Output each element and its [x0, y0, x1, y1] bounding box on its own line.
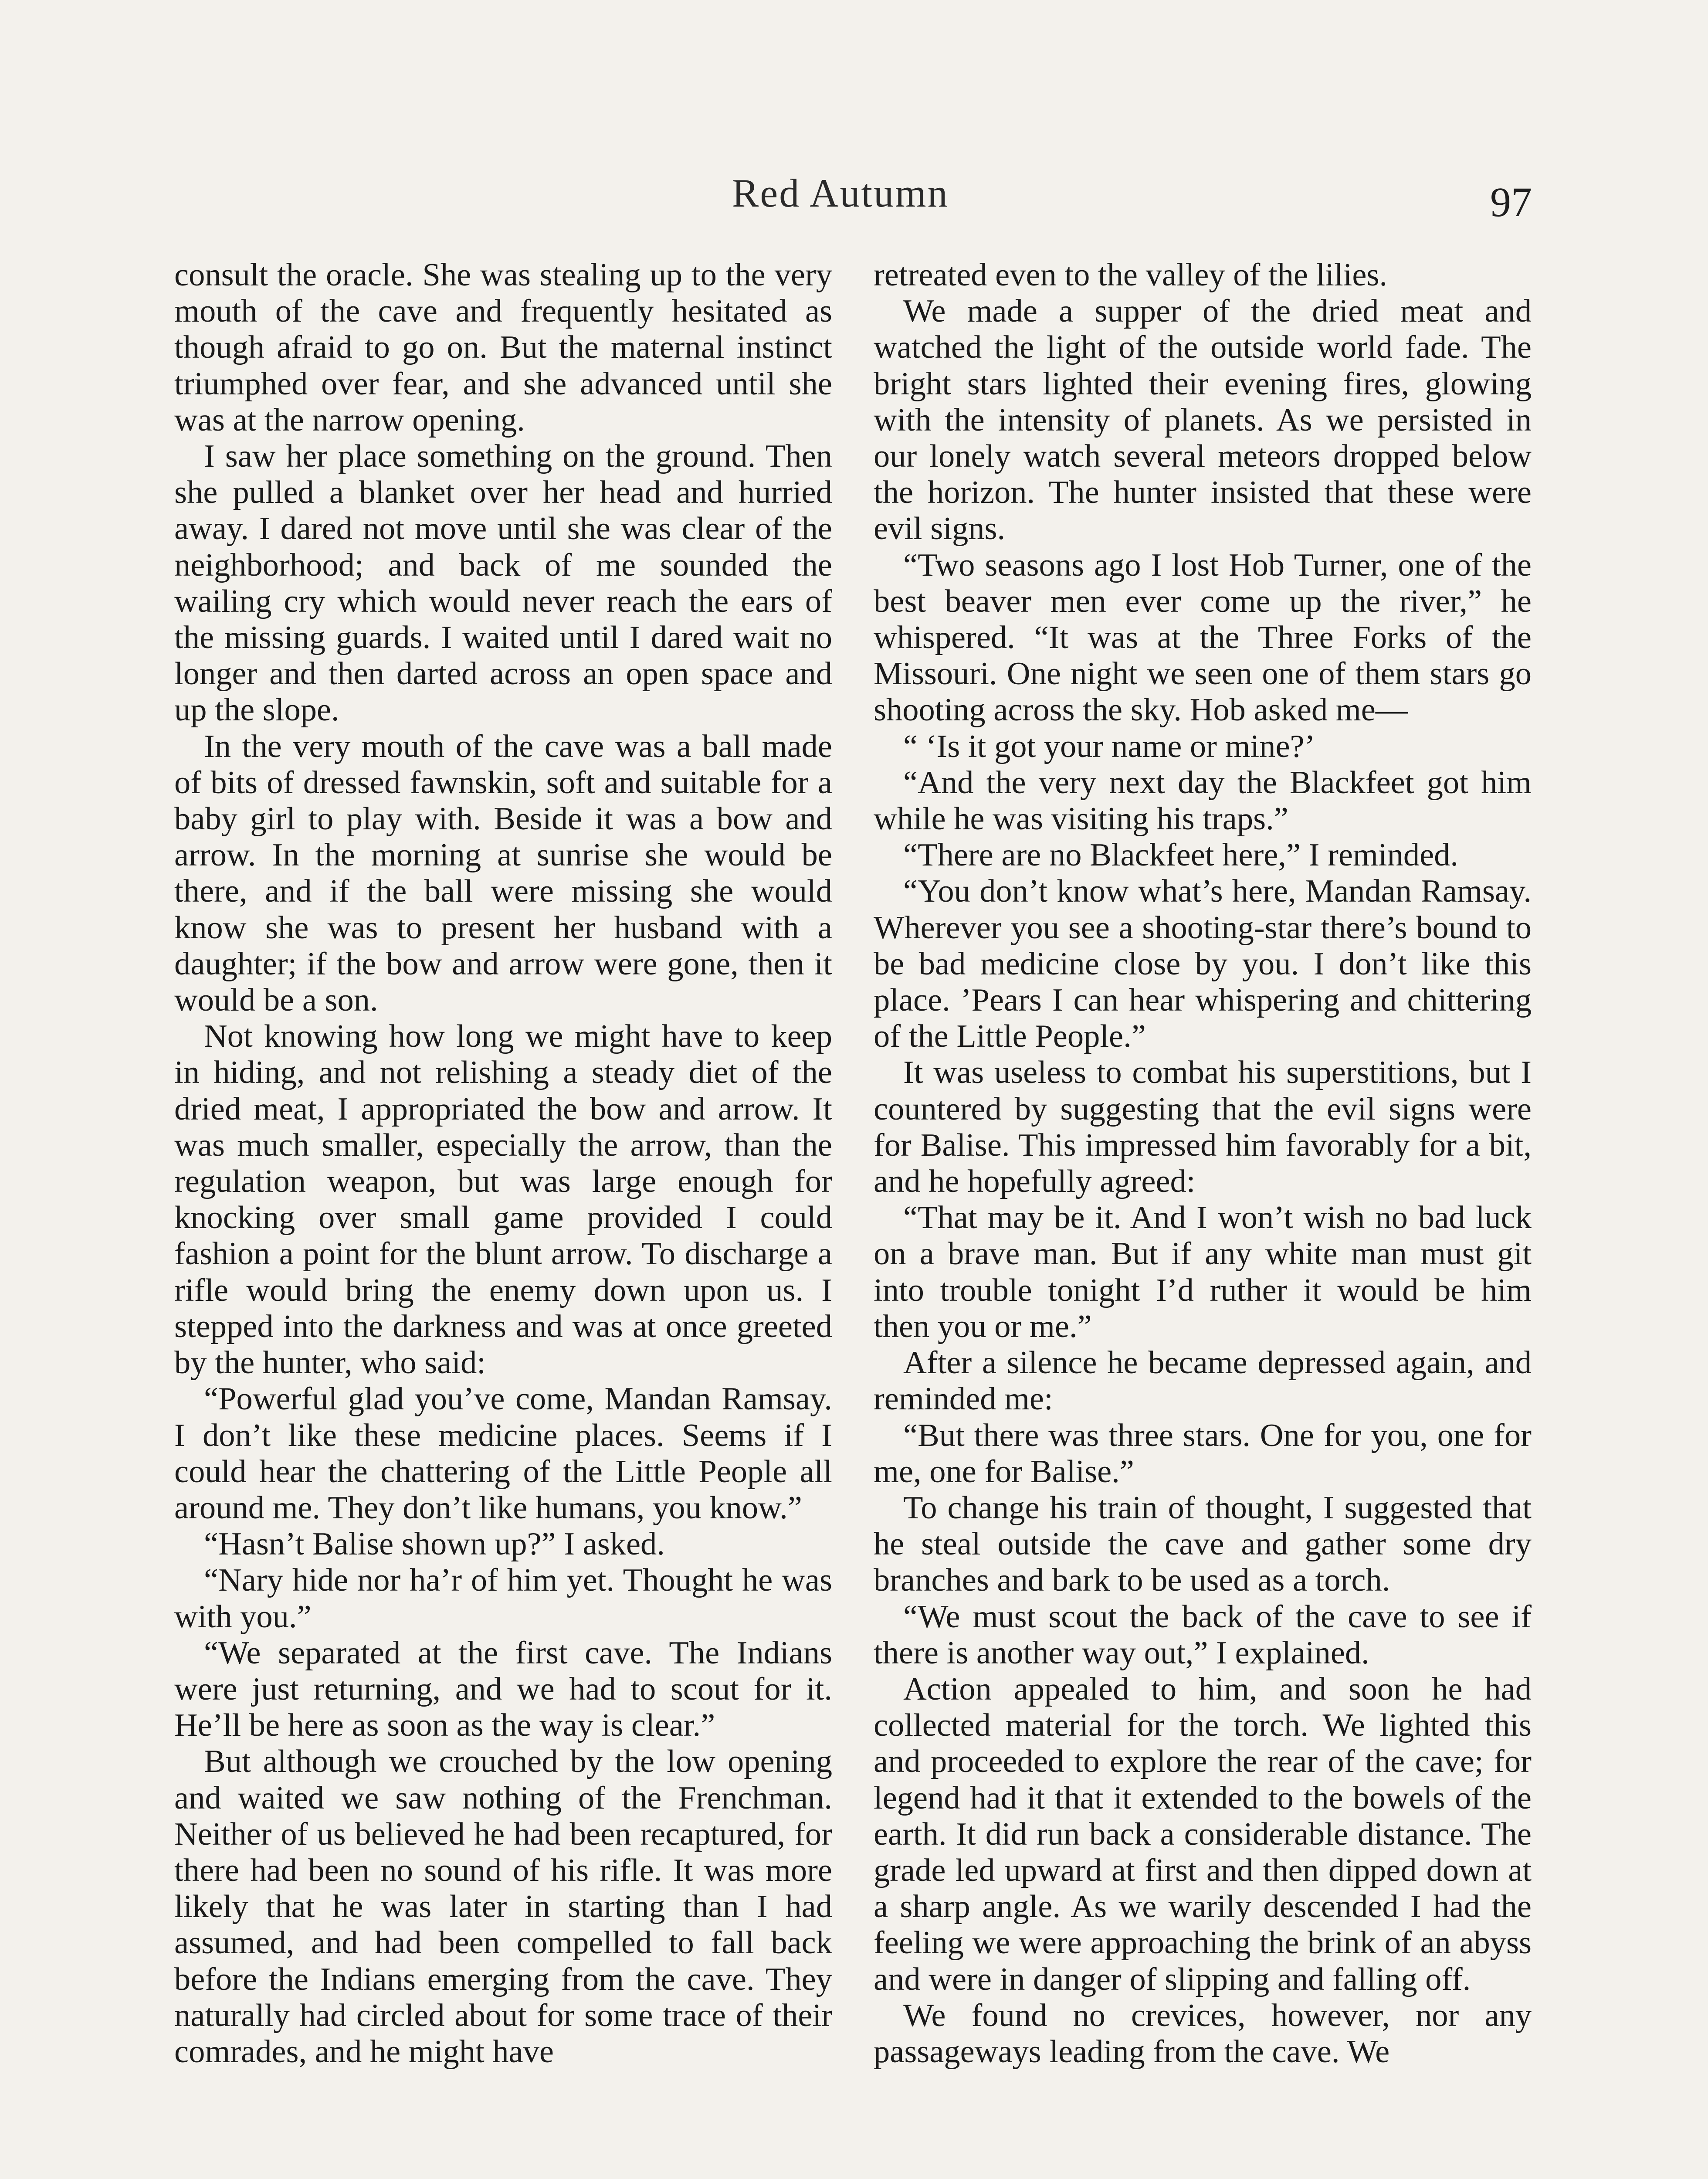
- paragraph: I saw her place something on the ground. Then she pulled a blanket over her head and hurried away. I dared not move until she was clear of the neighborhood; and back of me sounded the wailing cry which would never reach the ears of the missing guards. I waited until I dared wait no longer and then darted across an open space and up the slope.: [174, 438, 832, 728]
- paragraph: “Hasn’t Balise shown up?” I asked.: [204, 1526, 665, 1562]
- paragraph: “ ‘Is it got your name or mine?’: [903, 728, 1315, 764]
- paragraph: “That may be it. And I won’t wish no bad luck on a brave man. But if any white man must git into trouble tonight I’d ruther it would be him then you or me.”: [874, 1200, 1532, 1344]
- paragraph: “We must scout the back of the cave to see if there is another way out,” I explained.: [874, 1599, 1532, 1671]
- paragraph: Action appealed to him, and soon he had collected material for the torch. We lighted this and proceeded to explore the rear of the cave; for legend had it that it extended to the bowels of the earth. It did run back a considerable distance. The grade led upward at first and then dipped down at a sharp angle. As we warily descended I had the feeling we were approaching the brink of an abyss and were in danger of slipping and falling off.: [874, 1671, 1532, 1997]
- paragraph: “But there was three stars. One for you, one for me, one for Balise.”: [874, 1417, 1532, 1490]
- paragraph: “And the very next day the Blackfeet got him while he was visiting his traps.”: [874, 764, 1532, 837]
- paragraph: We found no crevices, however, nor any passageways leading from the cave. We: [874, 1997, 1532, 2070]
- paragraph: retreated even to the valley of the lilies.: [874, 257, 1388, 293]
- page-header: [0, 166, 1708, 225]
- paragraph: “Powerful glad you’ve come, Mandan Ramsay. I don’t like these medicine places. Seems if I could hear the chattering of the Little People all around me. They don’t like humans, you know.”: [174, 1381, 832, 1526]
- paragraph: “Nary hide nor ha’r of him yet. Thought he was with you.”: [174, 1562, 832, 1635]
- paragraph: After a silence he became depressed again, and reminded me:: [874, 1345, 1532, 1417]
- paragraph: “There are no Blackfeet here,” I reminded.: [903, 837, 1459, 873]
- paragraph: consult the oracle. She was stealing up to the very mouth of the cave and frequently hesitated as though afraid to go on. But the maternal instinct triumphed over fear, and she advanced until she was at the narrow opening.: [174, 257, 832, 438]
- paragraph: “We separated at the first cave. The Indians were just returning, and we had to scout for it. He’ll be here as soon as the way is clear.”: [174, 1635, 832, 1744]
- page-number: 97: [1490, 179, 1532, 225]
- paragraph: “You don’t know what’s here, Mandan Ramsay. Wherever you see a shooting-star there’s bound to be bad medicine close by you. I don’t like this place. ’Pears I can hear whispering and chittering of the Little People.”: [874, 873, 1532, 1055]
- paragraph: We made a supper of the dried meat and watched the light of the outside world fade. The bright stars lighted their evening fires, glowing with the intensity of planets. As we persisted in our lonely watch several meteors dropped below the horizon. The hunter insisted that these were evil signs.: [874, 293, 1532, 547]
- paragraph: Not knowing how long we might have to keep in hiding, and not relishing a steady diet of the dried meat, I appropriated the bow and arrow. It was much smaller, especially the arrow, than the regulation weapon, but was large enough for knocking over small game provided I could fashion a point for the blunt arrow. To discharge a rifle would bring the enemy down upon us. I stepped into the darkness and was at once greeted by the hunter, who said:: [174, 1018, 832, 1381]
- paragraph: To change his train of thought, I suggested that he steal outside the cave and gather some dry branches and bark to be used as a torch.: [874, 1490, 1532, 1599]
- text-column-left: [174, 257, 832, 2070]
- paragraph: It was useless to combat his superstitions, but I countered by suggesting that the evil signs were for Balise. This impressed him favorably for a bit, and he hopefully agreed:: [874, 1055, 1532, 1200]
- paragraph: In the very mouth of the cave was a ball made of bits of dressed fawnskin, soft and suitable for a baby girl to play with. Beside it was a bow and arrow. In the morning at sunrise she would be there, and if the ball were missing she would know she was to present her husband with a daughter; if the bow and arrow were gone, then it would be a son.: [174, 728, 832, 1018]
- paragraph: “Two seasons ago I lost Hob Turner, one of the best beaver men ever come up the river,” he whispered. “It was at the Three Forks of the Missouri. One night we seen one of them stars go shooting across the sky. Hob asked me—: [874, 547, 1532, 728]
- text-column-right: [874, 257, 1532, 2070]
- paragraph: But although we crouched by the low opening and waited we saw nothing of the Frenchman. Neither of us believed he had been recaptured, for there had been no sound of his rifle. It was more likely that he was later in starting than I had assumed, and had been compelled to fall back before the Indians emerging from the cave. They naturally had circled about for some trace of their comrades, and he might have: [174, 1744, 832, 2070]
- running-title: Red Autumn: [732, 171, 949, 215]
